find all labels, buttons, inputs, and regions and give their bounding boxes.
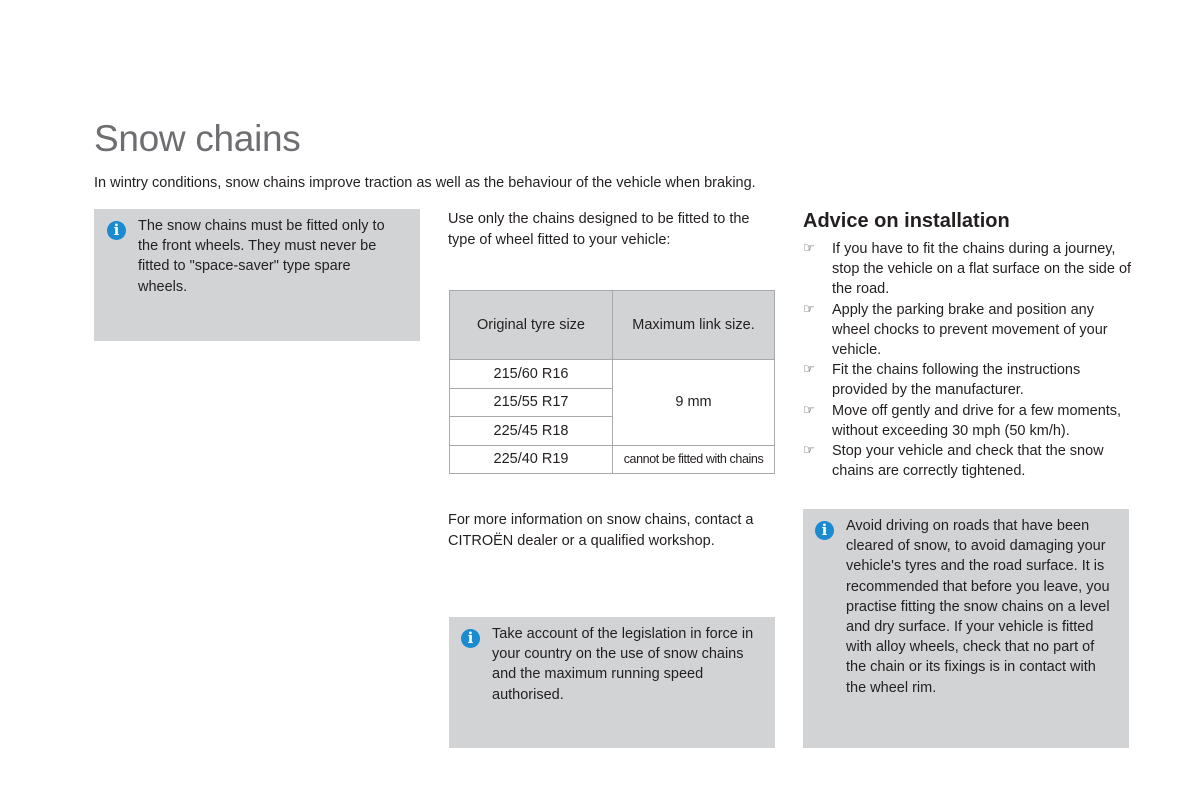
link-size-cell: cannot be fitted with chains: [613, 445, 775, 474]
list-item: [803, 300, 1133, 361]
list-item-text: If you have to fit the chains during a journey, stop the vehicle on a flat surface on the side of the road.: [832, 241, 1132, 298]
link-size-cell: 9 mm: [613, 360, 775, 446]
advice-heading: Advice on installation: [803, 210, 1010, 232]
tyre-size-cell: 215/60 R16: [450, 360, 613, 389]
intro-text: In wintry conditions, snow chains improve traction as well as the behaviour of the vehicle when braking.: [94, 175, 756, 191]
pointing-hand-icon: ☞: [803, 362, 815, 378]
pointing-hand-icon: ☞: [803, 402, 815, 418]
advice-list: [803, 239, 1133, 481]
list-item-text: Apply the parking brake and position any wheel chocks to prevent movement of your vehicle.: [832, 301, 1108, 359]
note-text: The snow chains must be fitted only to the front wheels. They must never be fitted to "space-saver" type spare wheels.: [138, 218, 385, 295]
chain-usage-text: Use only the chains designed to be fitted to the type of wheel fitted to your vehicle:: [448, 211, 750, 248]
list-item: [803, 401, 1133, 441]
info-note-front-wheels: [94, 209, 420, 341]
more-info-text: For more information on snow chains, contact a CITROËN dealer or a qualified workshop.: [448, 512, 754, 549]
list-item-text: Move off gently and drive for a few moments, without exceeding 30 mph (50 km/h).: [832, 402, 1122, 439]
column-header-tyre-size: Original tyre size: [450, 291, 613, 360]
info-icon: i: [815, 521, 834, 540]
table-header-row: [450, 291, 775, 360]
info-note-avoid-cleared-roads: [803, 509, 1129, 748]
table-row: [450, 360, 775, 389]
note-text: Take account of the legislation in force in your country on the use of snow chains and the maximum running speed authorised.: [492, 626, 754, 703]
tyre-size-cell: 215/55 R17: [450, 388, 613, 417]
page-title: Snow chains: [94, 118, 301, 159]
pointing-hand-icon: ☞: [803, 241, 815, 256]
info-note-legislation: [449, 617, 775, 748]
tyre-size-table: [449, 290, 775, 474]
list-item-text: Fit the chains following the instructions provided by the manufacturer.: [832, 362, 1081, 399]
list-item-text: Stop your vehicle and check that the snow chains are correctly tightened.: [832, 443, 1104, 480]
note-text: Avoid driving on roads that have been cleared of snow, to avoid damaging your vehicle's tyres and the road surface. It is recommended that before you leave, you practise fitting the snow chains on a level and dry surface. If your vehicle is fitted with alloy wheels, check that no part of the chain or its fixings is in contact with the wheel rim.: [846, 518, 1110, 696]
list-item: [803, 360, 1133, 400]
info-icon: i: [107, 221, 126, 240]
tyre-size-cell: 225/40 R19: [450, 445, 613, 474]
list-item: [803, 239, 1133, 300]
tyre-size-cell: 225/45 R18: [450, 417, 613, 446]
table-row: [450, 445, 775, 474]
list-item: [803, 441, 1133, 481]
pointing-hand-icon: ☞: [803, 443, 815, 459]
pointing-hand-icon: ☞: [803, 301, 815, 317]
info-icon: i: [461, 629, 480, 648]
column-header-link-size: Maximum link size.: [613, 291, 775, 360]
